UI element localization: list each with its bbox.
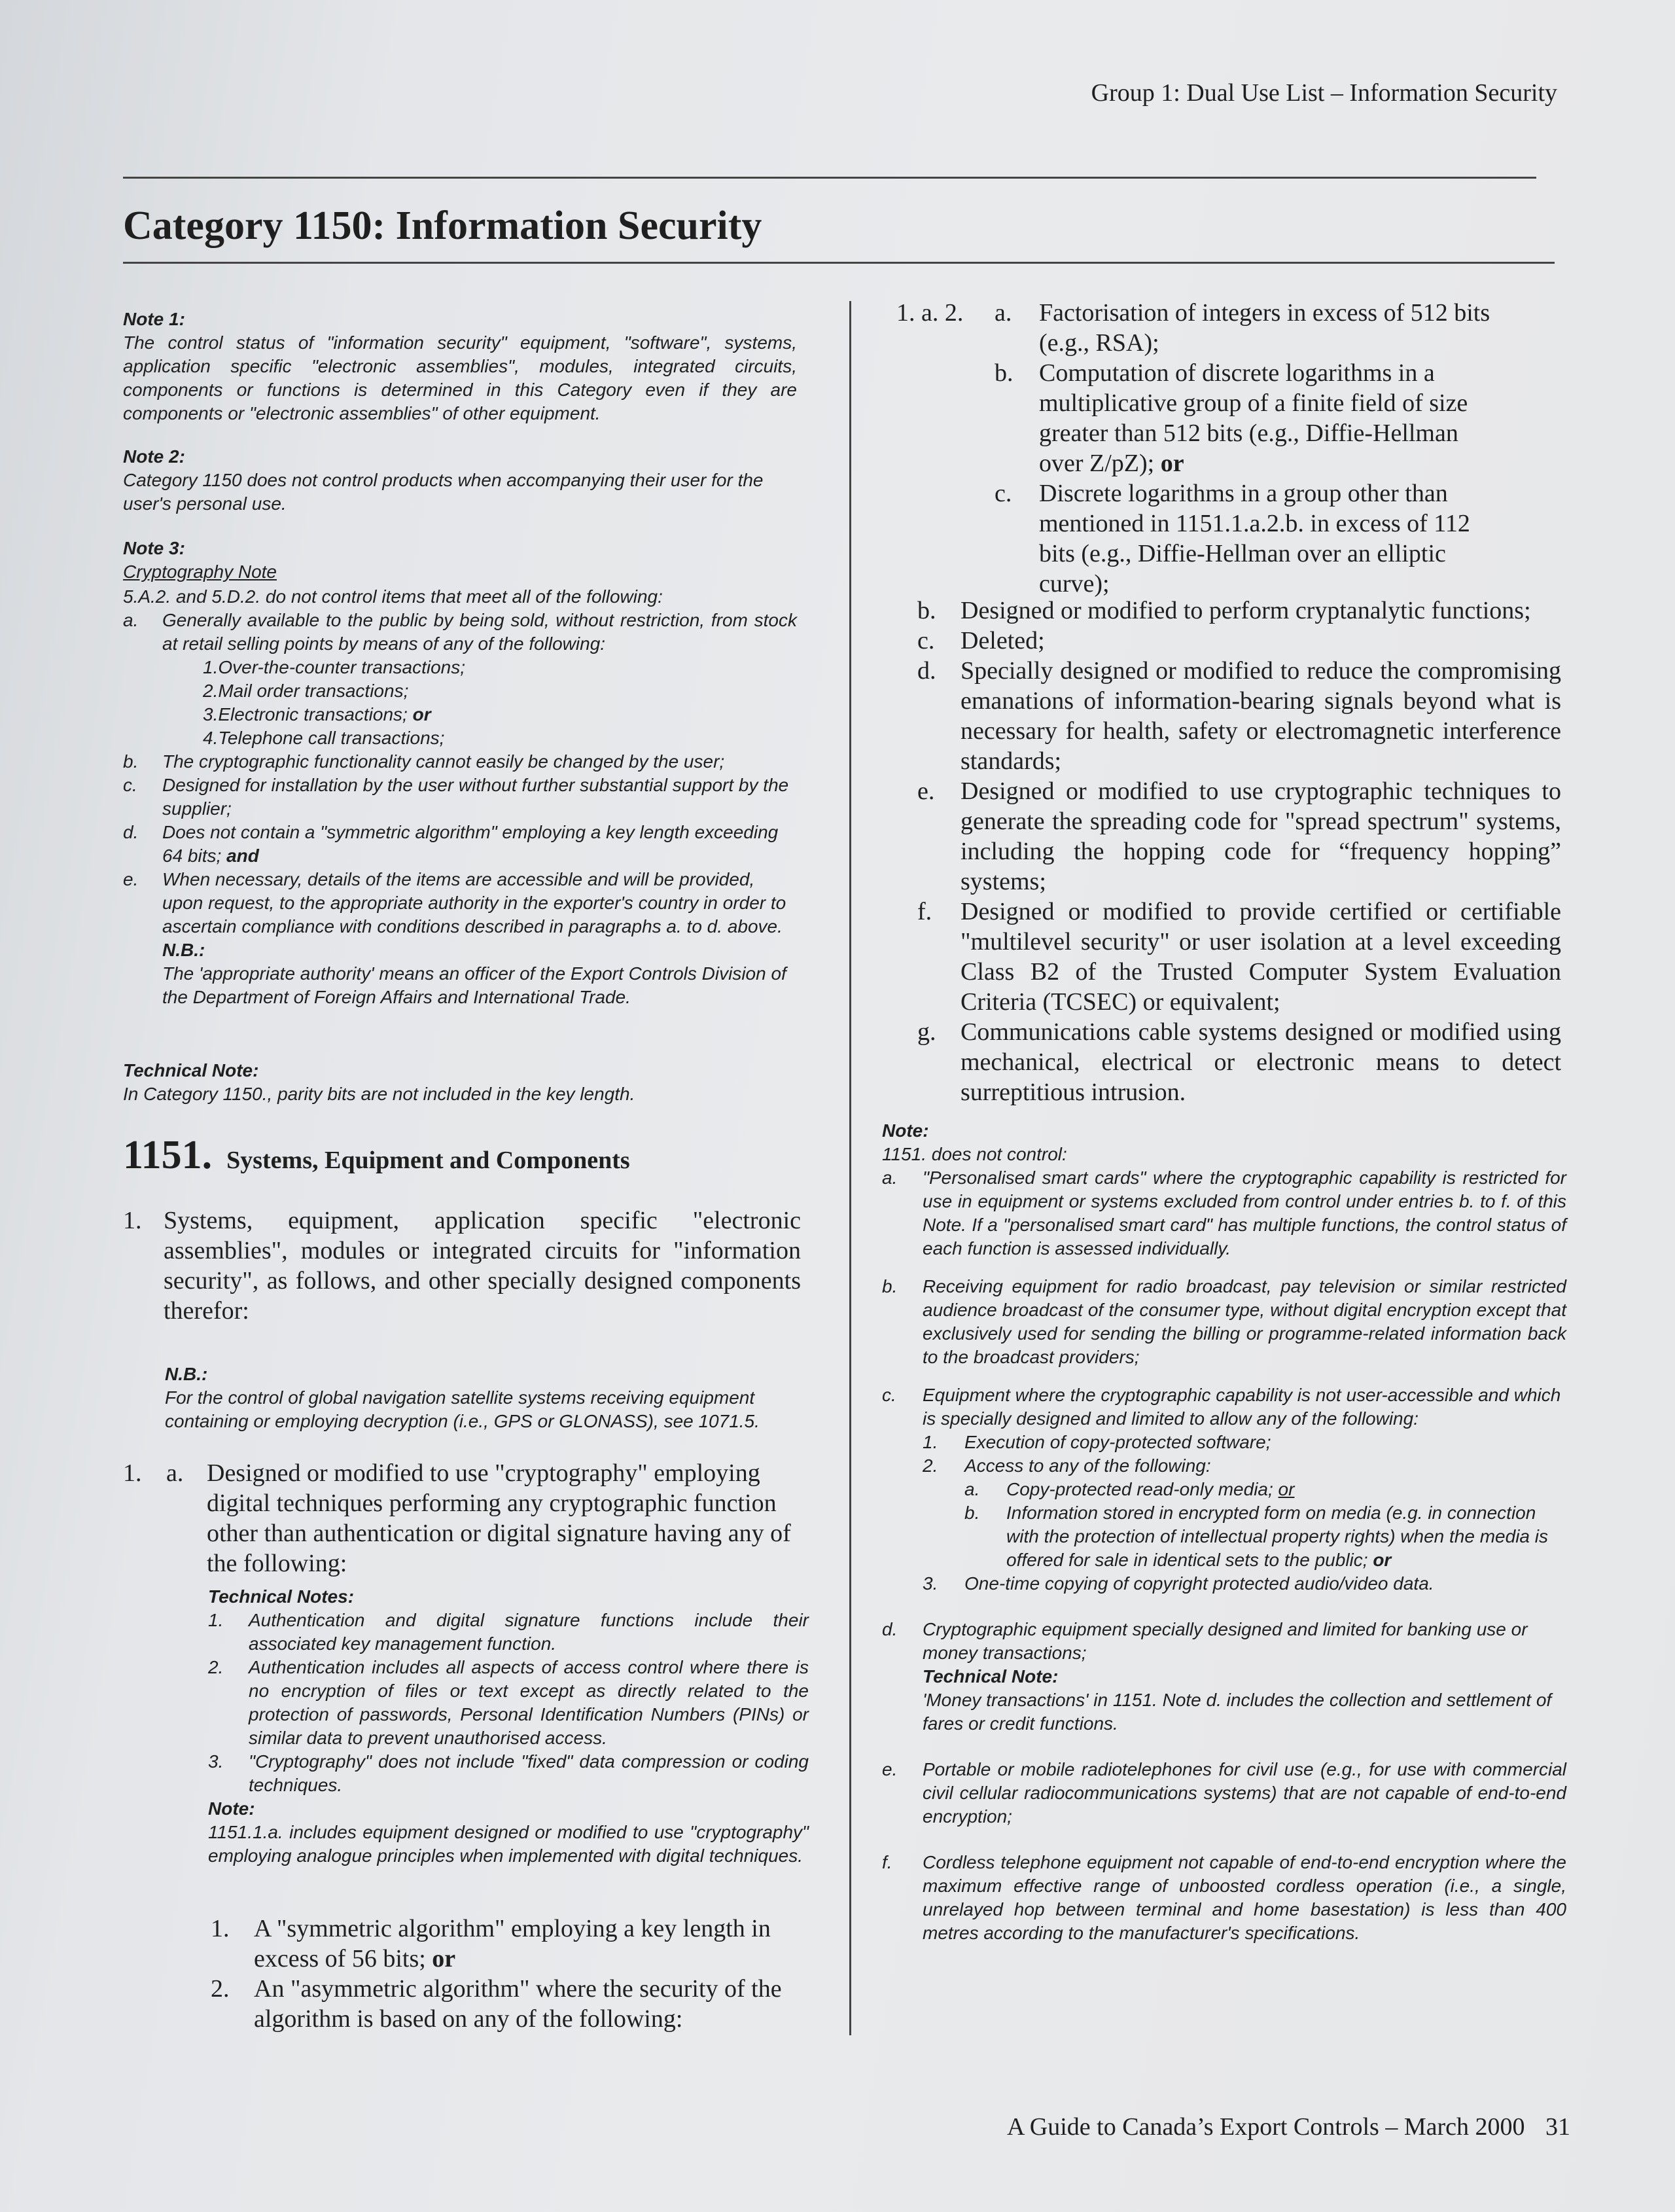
nb-text: The 'appropriate authority' means an officer of the Export Controls Division of the Department of Foreign Affairs and International Trade. — [162, 963, 786, 1007]
item-text: Authentication includes all aspects of access control where there is no encryption of files or text except as directly related to the protection of passwords, Personal Identification Numbers (PINs) or similar data to prevent unauthorised access. — [249, 1657, 809, 1748]
item-text: Authentication and digital signature functions include their associated key management function. — [249, 1610, 809, 1654]
item-text: Systems, equipment, application specific "electronic assemblies", modules or integrated circuits for "information security", as follows, and other specially designed components therefor: — [164, 1207, 801, 1325]
technical-note-3 — [208, 1750, 809, 1797]
item-text: Deleted; — [961, 627, 1045, 654]
item-label: c. — [995, 480, 1012, 507]
item-1 — [123, 1205, 801, 1326]
note-heading: Note: — [208, 1798, 255, 1819]
or-conjunction: or — [412, 704, 431, 724]
item-1a-1 — [211, 1914, 800, 1974]
section-title: Systems, Equipment and Components — [226, 1147, 630, 1174]
item-text: Receiving equipment for radio broadcast, pay television or similar restricted audience broadcast of the consumer type, without digital encryption except that exclusively used for sending the billing or programme-related information back to the broadcast providers; — [923, 1276, 1566, 1367]
item-1a2-list — [995, 298, 1505, 599]
header-rule — [123, 177, 1536, 179]
technical-note-heading: Technical Note: — [923, 1666, 1059, 1686]
exclusion-c-2 — [882, 1454, 1566, 1478]
item-text: Designed or modified to use cryptographic techniques to generate the spreading code for "spread spectrum" systems, including the hopping code for “frequency hopping” systems; — [961, 777, 1561, 895]
note-intro: 1151. does not control: — [882, 1144, 1067, 1164]
note-3-item-b — [123, 750, 797, 774]
item-label: e. — [882, 1759, 898, 1779]
item-text: Computation of discrete logarithms in a multiplicative group of a finite field of size greater than 512 bits (e.g., Diffie-Hellman over Z/pZ); — [1039, 359, 1468, 477]
item-text: Information stored in encrypted form on media (e.g. in connection with the protection of intellectual property rights) when the media is offered for sale in identical sets to the public; — [1006, 1503, 1548, 1570]
note-3-item-d — [123, 821, 797, 868]
exclusion-c-3 — [882, 1572, 1566, 1596]
item-label: f. — [917, 898, 932, 925]
item-text: Cordless telephone equipment not capable of end-to-end encryption where the maximum effective range of unboosted cordless operation (i.e., a single, unrelayed hop between terminal and home basestation) is less than 400 metres according to the manufacturer's specifications. — [923, 1852, 1566, 1943]
item-text: Designed or modified to provide certified or certifiable "multilevel security" or user isolation at a level exceeding Class B2 of the Trusted Computer System Evaluation Criteria (TCSEC) or equivalent; — [961, 898, 1561, 1016]
note-3-item-e — [123, 868, 797, 938]
item-text: The cryptographic functionality cannot easily be changed by the user; — [162, 751, 725, 772]
exclusion-c-1 — [882, 1431, 1566, 1454]
nb-heading: N.B.: — [165, 1364, 208, 1384]
section-heading — [123, 1132, 630, 1179]
item-1b — [917, 596, 1561, 626]
page-footer — [916, 2113, 1570, 2141]
item-text: Factorisation of integers in excess of 512 bits (e.g., RSA); — [1039, 299, 1490, 357]
exclusions-note — [882, 1119, 1566, 1945]
footer-text: A Guide to Canada’s Export Controls – March 2000 — [1006, 2113, 1525, 2141]
continuation-label: 1. a. 2. — [896, 299, 964, 327]
column-divider — [849, 301, 851, 2035]
cryptography-note-heading: Cryptography Note — [123, 562, 277, 582]
item-text: Cryptographic equipment specially designed and limited for banking use or money transactions; — [923, 1619, 1528, 1663]
nb-text: For the control of global navigation satellite systems receiving equipment containing or employing decryption (i.e., GPS or GLONASS), see 1071.5. — [165, 1387, 760, 1431]
item-label: a. — [123, 610, 139, 630]
note-3-sub-1: 1.Over-the-counter transactions; — [203, 657, 466, 677]
exclusion-d — [882, 1618, 1566, 1736]
item-text: Specially designed or modified to reduce the compromising emanations of information-bearing signals beyond what is necessary for health, safety or electromagnetic interference standards; — [961, 657, 1561, 775]
item-label: 3. — [208, 1751, 224, 1772]
item-label: e. — [917, 777, 935, 805]
note-3-heading: Note 3: — [123, 538, 185, 558]
exclusion-e — [882, 1758, 1566, 1828]
nb-gnss — [165, 1363, 806, 1433]
item-1a2-c — [995, 478, 1505, 599]
note-3-sub-3 — [123, 703, 797, 726]
item-text: 3.Electronic transactions; — [203, 704, 408, 724]
technical-notes-heading: Technical Notes: — [208, 1586, 355, 1607]
item-label: b. — [917, 597, 936, 624]
or-conjunction: or — [432, 1945, 456, 1972]
item-text: Designed or modified to perform cryptanalytic functions; — [961, 597, 1531, 624]
item-label: c. — [917, 627, 935, 654]
item-text: Copy-protected read-only media; — [1006, 1479, 1273, 1499]
or-conjunction: or — [1160, 450, 1184, 477]
item-label: d. — [882, 1619, 898, 1639]
technical-note-heading: Technical Note: — [123, 1060, 259, 1080]
note-3-sub-2: 2.Mail order transactions; — [203, 681, 409, 701]
item-1-list — [917, 596, 1561, 1107]
item-text: "Personalised smart cards" where the cryptographic capability is restricted for use in equipment or systems excluded from control under entries b. to f. of this Note. If a "personalised smart card" has multiple functions, the control status of each function is assessed individually. — [923, 1168, 1566, 1258]
item-label: c. — [882, 1385, 896, 1405]
item-label: f. — [882, 1852, 892, 1872]
item-1d — [917, 656, 1561, 776]
technical-note-1 — [208, 1609, 809, 1656]
note-heading: Note: — [882, 1120, 929, 1141]
item-text: Generally available to the public by being sold, without restriction, from stock at retail selling points by means of any of the following: — [162, 610, 797, 654]
item-label: b. — [882, 1276, 898, 1296]
item-label: a. — [964, 1479, 980, 1499]
and-conjunction: and — [226, 846, 259, 866]
item-label: d. — [917, 657, 936, 685]
item-text: "Cryptography" does not include "fixed" data compression or coding techniques. — [249, 1751, 809, 1795]
running-header: Group 1: Dual Use List – Information Security — [1091, 79, 1557, 107]
note-3 — [123, 537, 797, 1009]
technical-note — [123, 1059, 797, 1106]
item-1e — [917, 776, 1561, 897]
item-1a-subitems — [211, 1914, 800, 2034]
technical-note-text: 'Money transactions' in 1151. Note d. includes the collection and settlement of fares or credit functions. — [923, 1690, 1552, 1734]
item-1a2-b — [995, 358, 1505, 478]
note-3-intro: 5.A.2. and 5.D.2. do not control items that meet all of the following: — [123, 586, 663, 607]
note-2-text: Category 1150 does not control products when accompanying their user for the user's personal use. — [123, 470, 764, 514]
item-sublabel: a. — [166, 1459, 184, 1487]
item-label: e. — [123, 869, 139, 889]
exclusion-f — [882, 1851, 1566, 1945]
item-label: g. — [917, 1018, 936, 1046]
item-label: c. — [123, 775, 137, 795]
exclusion-c-2-a — [882, 1478, 1566, 1501]
item-label: b. — [964, 1503, 980, 1523]
technical-notes — [208, 1585, 809, 1868]
item-label: 2. — [923, 1455, 938, 1476]
note-3-item-a — [123, 609, 797, 656]
item-text: An "asymmetric algorithm" where the security of the algorithm is based on any of the following: — [254, 1975, 782, 2033]
exclusion-c-2-b — [882, 1501, 1566, 1572]
note-2-heading: Note 2: — [123, 446, 185, 467]
item-label: 1. — [211, 1915, 230, 1942]
technical-note-2 — [208, 1656, 809, 1750]
note-2 — [123, 445, 797, 516]
item-label: 2. — [208, 1657, 224, 1677]
or-conjunction: or — [1373, 1550, 1392, 1570]
item-text: Discrete logarithms in a group other than mentioned in 1151.1.a.2.b. in excess of 112 bits (e.g., Diffie-Hellman over an elliptic curve); — [1039, 480, 1470, 598]
note-text: 1151.1.a. includes equipment designed or modified to use "cryptography" employing analogue principles when implemented with digital techniques. — [208, 1822, 809, 1866]
note-1-text: The control status of "information security" equipment, "software", systems, application specific "electronic assemblies", modules, integrated circuits, components or functions is determined in this Category even if they are components or "electronic assemblies" of other equipment. — [123, 332, 797, 423]
exclusion-c — [882, 1383, 1566, 1431]
item-text: Execution of copy-protected software; — [964, 1432, 1271, 1452]
note-3-item-c — [123, 774, 797, 821]
item-text: Equipment where the cryptographic capability is not user-accessible and which is specially designed and limited to allow any of the following: — [923, 1385, 1561, 1429]
item-1a — [123, 1458, 807, 1579]
title-rule — [123, 262, 1555, 264]
item-text: Designed or modified to use "cryptography" employing digital techniques performing any cryptographic function other than authentication or digital signature having any of the following: — [207, 1459, 791, 1577]
item-text: Access to any of the following: — [964, 1455, 1211, 1476]
item-text: A "symmetric algorithm" employing a key length in excess of 56 bits; — [254, 1915, 771, 1972]
item-label: b. — [995, 359, 1014, 387]
item-text: Portable or mobile radiotelephones for civil use (e.g., for use with commercial civil cellular radiocommunications systems) that are not capable of end-to-end encryption; — [923, 1759, 1566, 1827]
item-label: b. — [123, 751, 139, 772]
note-1 — [123, 308, 797, 425]
item-1c — [917, 626, 1561, 656]
item-text: Does not contain a "symmetric algorithm" employing a key length exceeding 64 bits; — [162, 822, 779, 866]
item-label: 2. — [211, 1975, 230, 2003]
item-1f — [917, 897, 1561, 1017]
item-1g — [917, 1017, 1561, 1107]
item-label: a. — [882, 1168, 898, 1188]
item-label: d. — [123, 822, 139, 842]
note-3-sub-4: 4.Telephone call transactions; — [203, 728, 445, 748]
section-number: 1151. — [123, 1133, 213, 1177]
technical-note-text: In Category 1150., parity bits are not included in the key length. — [123, 1084, 635, 1104]
item-text: One-time copying of copyright protected audio/video data. — [964, 1573, 1434, 1594]
item-text: Designed for installation by the user without further substantial support by the supplier; — [162, 775, 789, 819]
item-text: When necessary, details of the items are accessible and will be provided, upon request, to the appropriate authority in the exporter's country in order to ascertain compliance with conditions described in paragraphs a. to d. above. — [162, 869, 786, 937]
item-label: 3. — [923, 1573, 938, 1594]
exclusion-b — [882, 1275, 1566, 1369]
category-title: Category 1150: Information Security — [123, 204, 762, 248]
item-label: 1. — [123, 1459, 142, 1487]
note-1-heading: Note 1: — [123, 309, 185, 329]
item-text: Communications cable systems designed or modified using mechanical, electrical or electronic means to detect surreptitious intrusion. — [961, 1018, 1561, 1106]
item-label: 1. — [923, 1432, 938, 1452]
item-1a-2 — [211, 1974, 800, 2034]
nb-heading: N.B.: — [162, 940, 205, 960]
item-label: 1. — [123, 1207, 142, 1234]
item-label: a. — [995, 299, 1012, 327]
item-label: 1. — [208, 1610, 224, 1630]
exclusion-a — [882, 1166, 1566, 1260]
or-conjunction: or — [1278, 1479, 1295, 1499]
page-number: 31 — [1545, 2113, 1570, 2141]
item-1a2-a — [995, 298, 1505, 358]
